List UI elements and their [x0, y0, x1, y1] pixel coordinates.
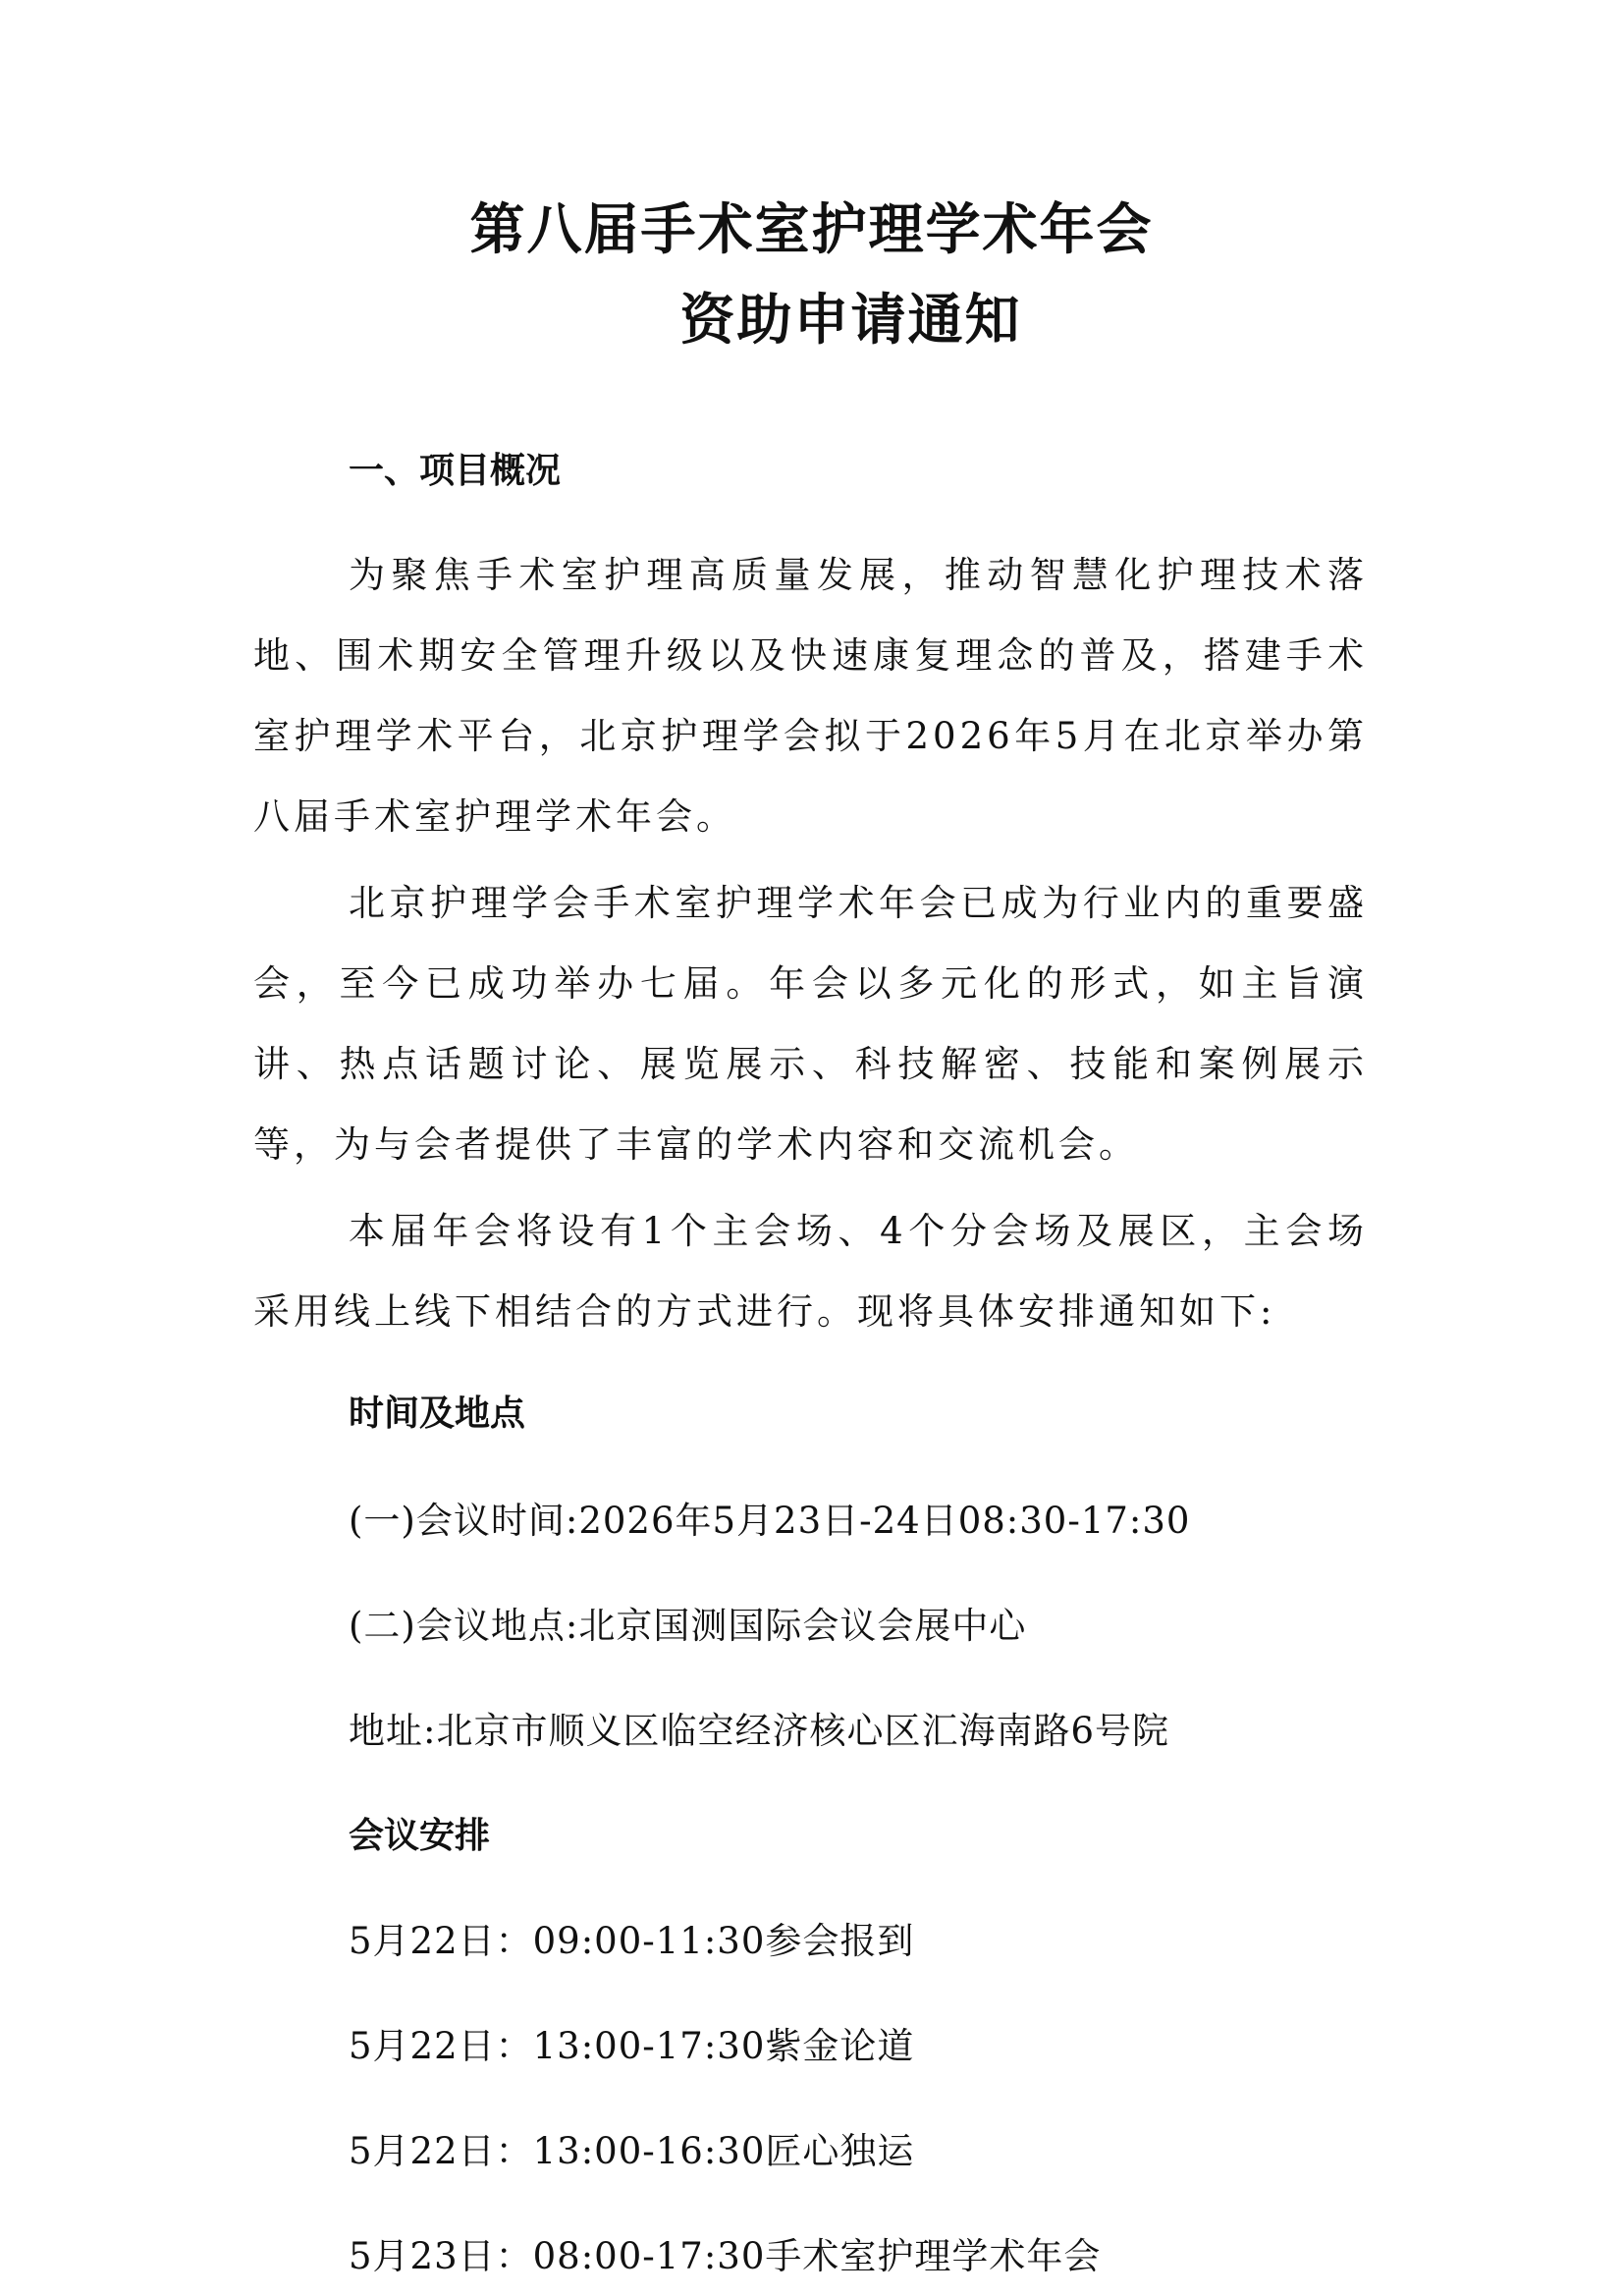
schedule-item: 5月22日：13:00-16:30匠心独运 [349, 2130, 915, 2172]
schedule-item: 5月22日：13:00-17:30紫金论道 [349, 2025, 915, 2067]
paragraph-background: 为聚焦手术室护理高质量发展，推动智慧化护理技术落地、围术期安全管理升级以及快速康复理念的普及，搭建手术室护理学术平台，北京护理学会拟于2026年5月在北京举办第八届手术室护理学术年会。 [253, 554, 1368, 838]
section-heading-overview: 一、项目概况 [349, 451, 562, 491]
document-title-line1: 第八届手术室护理学术年会 [469, 198, 1154, 262]
document-title-line2: 资助申请通知 [679, 289, 1022, 353]
paragraph-arrangement: 本届年会将设有1个主会场、4个分会场及展区，主会场采用线上线下相结合的方式进行。现将具体安排通知如下: [253, 1210, 1368, 1333]
schedule-item: 5月23日：08:00-17:30手术室护理学术年会 [349, 2235, 1102, 2277]
section-heading-schedule: 会议安排 [349, 1816, 491, 1856]
meeting-time: (一)会议时间:2026年5月23日-24日08:30-17:30 [349, 1500, 1191, 1542]
paragraph-history: 北京护理学会手术室护理学术年会已成为行业内的重要盛会，至今已成功举办七届。年会以多元化的形式，如主旨演讲、热点话题讨论、展览展示、科技解密、技能和案例展示等，为与会者提供了丰富的学术内容和交流机会。 [253, 882, 1368, 1166]
section-heading-time-place: 时间及地点 [349, 1394, 526, 1434]
schedule-item: 5月22日：09:00-11:30参会报到 [349, 1920, 915, 1962]
meeting-place: (二)会议地点:北京国测国际会议会展中心 [349, 1605, 1027, 1647]
meeting-address: 地址:北京市顺义区临空经济核心区汇海南路6号院 [349, 1710, 1170, 1752]
